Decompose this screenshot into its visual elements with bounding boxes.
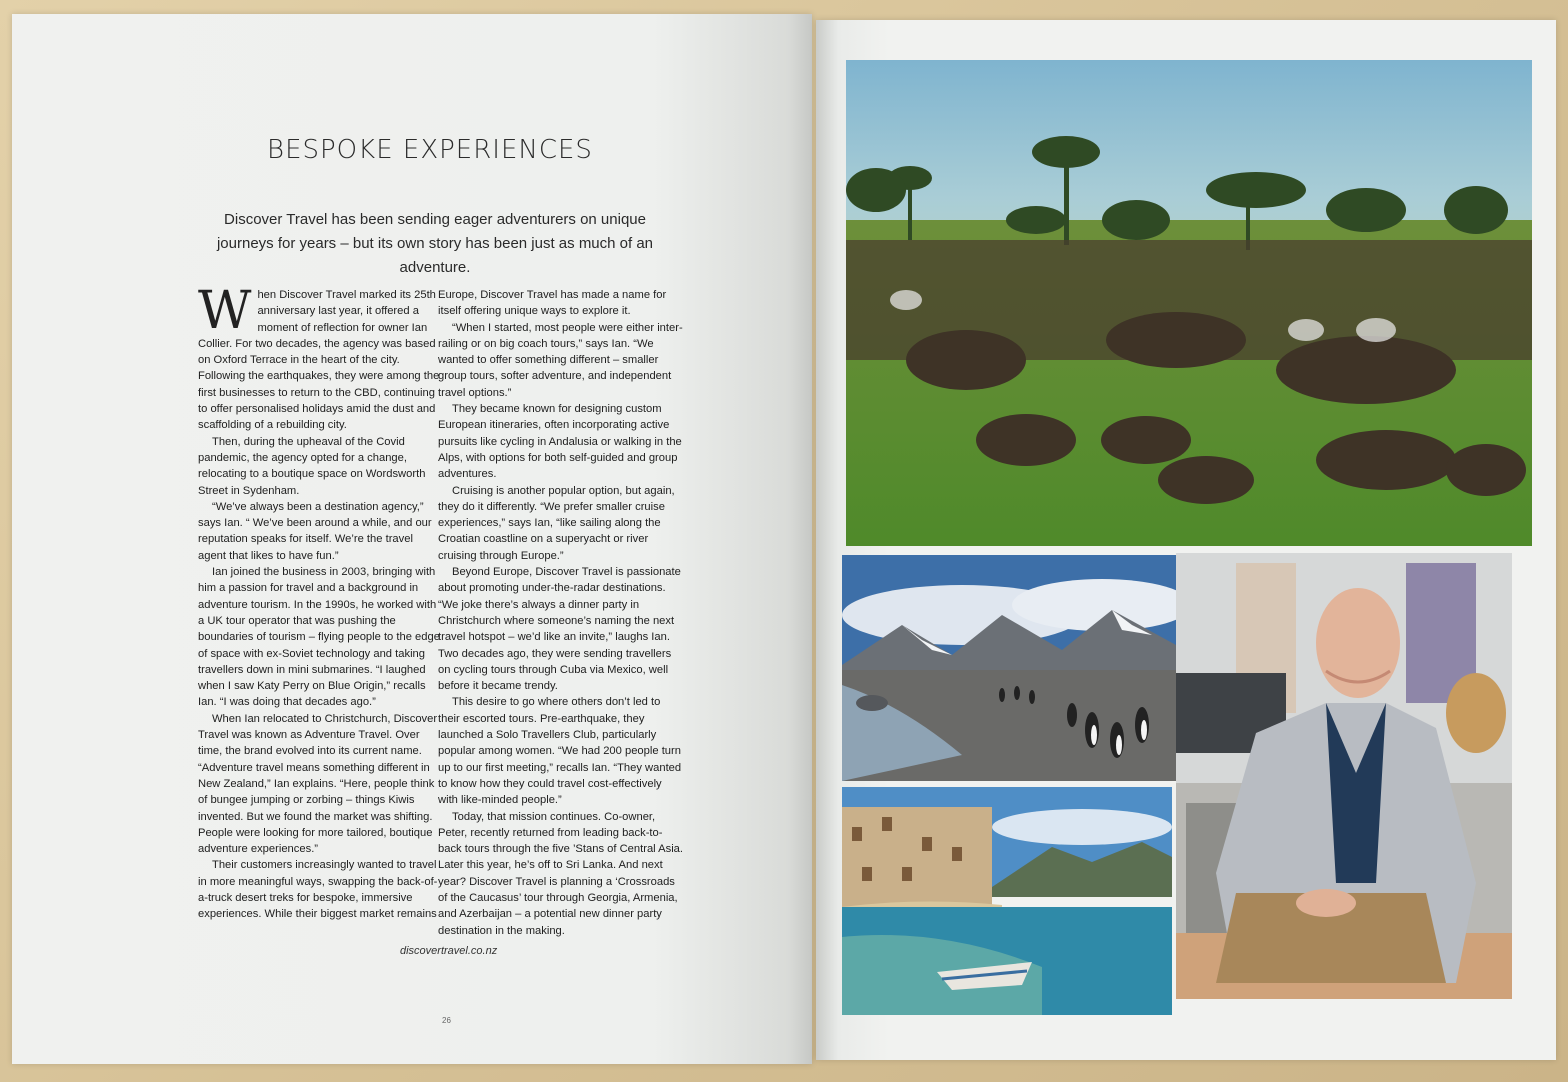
penguin-beach-photo bbox=[842, 555, 1176, 781]
paragraph: When Ian relocated to Christchurch, Discover Travel was known as Adventure Travel. Over time, the brand evolved into its current name. “Adventure travel means something different in New Zealand,” Ian explains. “Here, people think of bungee jumping or zorbing – things Kiwis invented. But we found the market was shifting. People were looking for more tailored, boutique adventure experiences.” bbox=[198, 712, 438, 856]
paragraph: Then, during the upheaval of the Covid pandemic, the agency opted for a change, relocating to a boutique space on Wordsworth Street in Sydenham. bbox=[198, 435, 426, 497]
paragraph: Ian joined the business in 2003, bringing with him a passion for travel and a background in adventure tourism. In the 1990s, he worked with a UK tour operator that was pushing the boundaries of tourism – flying people to the edge of space with ex-Soviet technology and taking travellers down in mini submarines. “I laughed when I saw Katy Perry on Blue Origin,” recalls Ian. “I was doing that decades ago.” bbox=[198, 566, 440, 709]
page-number: 26 bbox=[442, 1016, 451, 1025]
article-column-1 bbox=[198, 281, 440, 923]
safari-photo bbox=[846, 60, 1532, 546]
coastal-village-photo bbox=[842, 787, 1172, 1015]
paragraph: This desire to go where others don’t led to their escorted tours. Pre-earthquake, they launched a Solo Travellers Club, particularly popular among women. “We had 200 people turn up to our first meeting,” recalls Ian. “They wanted to know how they could travel cost-effectively with like-minded people.” bbox=[438, 696, 682, 807]
website-url: discovertravel.co.nz bbox=[400, 945, 498, 957]
paragraph: Their customers increasingly wanted to travel in more meaningful ways, swapping the back-of-a-truck desert treks for bespoke, immersive experiences. While their biggest market remains bbox=[198, 859, 438, 921]
paragraph: They became known for designing custom European itineraries, often incorporating active pursuits like cycling in Andalusia or walking in the Alps, with options for both self-guided and group adventures. bbox=[438, 403, 682, 481]
paragraph: “When I started, most people were either inter-railing or on big coach tours,” says Ian. “We wanted to offer something different – smaller group tours, softer adventure, and independent travel options.” bbox=[438, 321, 683, 399]
paragraph: When Discover Travel marked its 25th anniversary last year, it offered a moment of reflection for owner Ian Collier. For two decades, the agency was based on Oxford Terrace in the heart of the city. Following the earthquakes, they were among the first businesses to return to the CBD, continuing to offer personalised holidays amid the dust and scaffolding of a rebuilding city. bbox=[198, 281, 440, 432]
paragraph: Cruising is another popular option, but again, they do it differently. “We prefer smaller cruise experiences,” says Ian, “like sailing along the Croatian coastline on a superyacht or river cruising through Europe.” bbox=[438, 484, 675, 562]
paragraph: Europe, Discover Travel has made a name for itself offering unique ways to explore it. bbox=[438, 289, 667, 318]
article-headline: BESPOKE EXPERIENCES bbox=[267, 135, 593, 165]
owner-portrait-photo bbox=[1176, 553, 1512, 999]
paragraph: Beyond Europe, Discover Travel is passionate about promoting under-the-radar destinations. “We joke there’s always a dinner party in Christchurch where someone’s naming the next travel hotspot – we’d like an invite,” laughs Ian. Two decades ago, they were sending travellers on cycling tours through Cuba via Mexico, well before it became trendy. bbox=[438, 566, 681, 693]
article-column-2 bbox=[438, 287, 684, 939]
paragraph: Today, that mission continues. Co-owner, Peter, recently returned from leading back-to-back tours through the five ’Stans of Central Asia. Later this year, he’s off to Sri Lanka. And next year? Discover Travel is planning a ‘Crossroads of the Caucasus’ tour through Georgia, Armenia, and Azerbaijan – a potential new dinner party destination in the making. bbox=[438, 810, 684, 937]
drop-cap: W bbox=[198, 281, 252, 341]
article-standfirst: Discover Travel has been sending eager adventurers on unique journeys for years – but its own story has been just as much of an adventure. bbox=[216, 211, 654, 276]
paragraph: “We’ve always been a destination agency,” says Ian. “ We’ve been around a while, and our reputation speaks for itself. We’re the travel agent that likes to have fun.” bbox=[198, 500, 432, 562]
